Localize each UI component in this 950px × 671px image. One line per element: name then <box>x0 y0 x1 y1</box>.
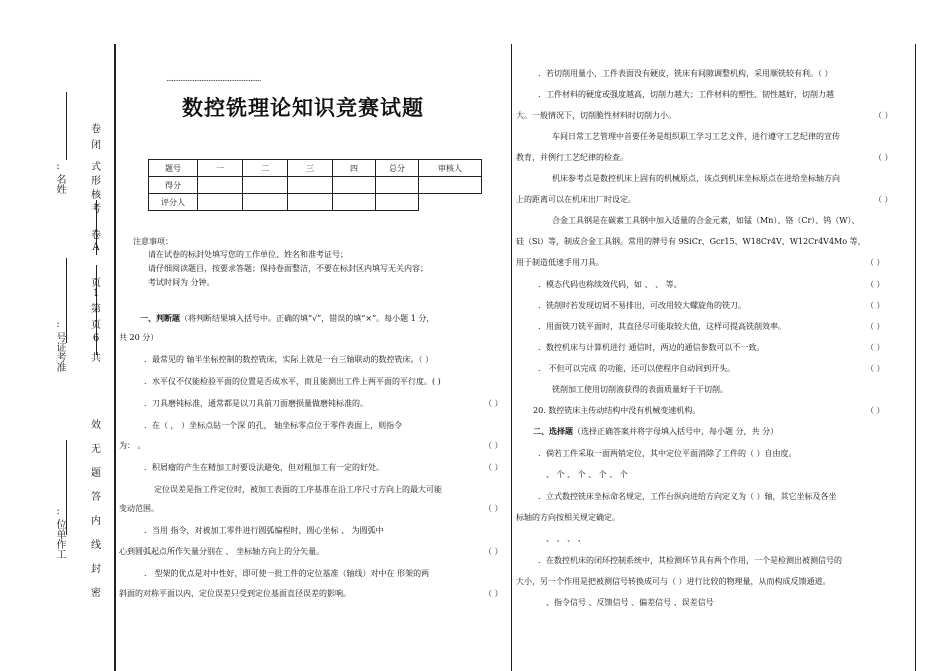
answer-parens[interactable]: （ ） <box>874 111 893 120</box>
score-table-row <box>149 194 482 211</box>
score-cell[interactable] <box>243 194 288 211</box>
question-text: ．用面铣刀铣平面时，其直径尽可能取较大值，这样可提高铣削效率。 <box>538 322 786 331</box>
table-header: 二 <box>243 160 288 177</box>
question-text: ．在（ ， ）坐标点钻一个深 的孔， 轴坐标零点位于零件表面上，则指令 <box>144 421 403 430</box>
answer-parens[interactable]: （ ） <box>484 463 503 472</box>
choice-question-cont: 大小，另一个作用是把被测信号转换成可与（ ）进行比较的物理量，从而构成反馈通道。 <box>516 577 831 586</box>
question-text: ．工件材料的硬度或强度越高，切削力越大；工件材料的塑性、韧性越好，切削力越 <box>538 90 834 99</box>
answer-parens[interactable]: （ ） <box>484 504 503 513</box>
table-header: 总分 <box>376 160 419 177</box>
answer-parens[interactable]: （ ） <box>484 399 503 408</box>
question-text: ．若切削用量小，工件表面没有硬皮，铣床有间隙调整机构，采用顺铣较有利。（ ） <box>538 69 833 78</box>
score-cell[interactable] <box>376 177 419 194</box>
answer-parens[interactable]: （ ） <box>866 258 885 267</box>
answer-parens[interactable]: （ ） <box>874 195 893 204</box>
binding-line-left <box>66 92 67 160</box>
section1-desc: （将判断结果填入括号中。正确的填“√”，错误的填“×”。每小题 1 分， <box>180 314 435 323</box>
table-header: 一 <box>198 160 243 177</box>
question-text: ．最常见的 轴半坐标控制的数控铣床，实际上就是一台三轴联动的数控铣床。（ ） <box>144 355 434 364</box>
question-text-cont: 斜面的对称平面以内，定位误差只受到定位基面直径误差的影响。 <box>119 589 351 598</box>
question-text: 车间日常工艺管理中首要任务是组织职工学习工艺文件，进行遵守工艺纪律的宣传 <box>552 132 840 141</box>
answer-parens[interactable]: （ ） <box>866 406 885 415</box>
score-cell[interactable] <box>243 177 288 194</box>
score-cell[interactable] <box>198 177 243 194</box>
question-text: 铣削加工使用切削液获得的表面质量好于干切削。 <box>552 385 728 394</box>
answer-parens[interactable]: （ ） <box>866 343 885 352</box>
table-header: 题号 <box>149 160 198 177</box>
question-text-cont: 用于制造低速手用刀具。 <box>516 258 604 267</box>
question-text: ．水平仪不仅能检验平面的位置是否成水平，而且能测出工件上两平面的平行度。( ) <box>144 377 441 386</box>
answer-parens[interactable]: （ ） <box>866 322 885 331</box>
question-text: 20. 数控铣床主传动结构中没有机械变速机构。 <box>533 406 701 415</box>
score-cell-empty <box>419 194 482 211</box>
binding-char: 封 <box>91 564 101 575</box>
choice-options: 、 、 、 、 <box>546 534 586 543</box>
binding-char: 形 <box>91 176 101 187</box>
question-text: 机床参考点是数控机床上固有的机械原点，该点到机床坐标原点在进给坐标轴方向 <box>552 174 840 183</box>
exam-number-label: : 号证考准 <box>54 319 65 372</box>
binding-char: 线 <box>91 540 101 551</box>
choice-options: 、 个 、 个 、 个 、 个 <box>546 470 628 479</box>
question-text-cont: 为： 。 <box>119 441 146 450</box>
question-text-cont: 变动范围。 <box>119 504 159 513</box>
question-text: ．当用 指令，对被加工零件进行圆弧编程时，圆心坐标 、 为圆弧中 <box>144 526 384 535</box>
question-text: ．积屑瘤的产生在精加工时要设法避免，但对粗加工有一定的好处。 <box>144 463 384 472</box>
score-cell[interactable] <box>288 194 333 211</box>
binding-char: 闭 <box>91 140 101 151</box>
answer-parens[interactable]: （ ） <box>484 441 503 450</box>
page-title: 数控铣理论知识竞赛试题 <box>182 96 424 120</box>
binding-char: A <box>92 242 100 253</box>
binding-char: 共 <box>91 353 101 364</box>
binding-line-left-2 <box>66 258 67 343</box>
name-label: : 名姓 <box>54 161 65 194</box>
notes-item: 考试时间为 分钟。 <box>148 278 215 287</box>
notes-heading: 注意事项： <box>133 237 173 246</box>
binding-char: 效 <box>91 420 101 431</box>
section2-desc: （选择正确答案并将字母填入括号中，每小题 分，共 分） <box>573 427 779 436</box>
title-dots: ¨¨¨¨¨¨¨¨¨¨¨¨¨¨¨¨¨¨¨¨¨¨¨¨¨¨¨ <box>166 80 261 90</box>
question-text-cont: 教育，并例行工艺纪律的检查。 <box>516 153 628 162</box>
answer-parens[interactable]: （ ） <box>484 547 503 556</box>
choice-question: ．倘若工件采取一面两销定位，其中定位平面消除了工件的（ ）自由度。 <box>538 449 797 458</box>
score-table <box>148 159 482 211</box>
row-label: 评分人 <box>149 194 198 211</box>
binding-char: 核 <box>91 190 101 201</box>
binding-char: 答 <box>91 492 101 503</box>
answer-parens[interactable]: （ ） <box>866 364 885 373</box>
question-text-cont: 心到圆弧起点所作矢量分别在 、 坐标轴方向上的分矢量。 <box>119 547 325 556</box>
answer-parens[interactable]: （ ） <box>484 589 503 598</box>
score-cell[interactable] <box>376 194 419 211</box>
answer-parens[interactable]: （ ） <box>874 153 893 162</box>
binding-char: 页 <box>91 320 101 331</box>
work-unit-label: : 位单作工 <box>54 506 65 559</box>
choice-question: ．在数控机床的闭环控制系统中，其检测环节具有两个作用，一个是检测出被测信号的 <box>538 556 842 565</box>
score-cell[interactable] <box>333 177 376 194</box>
score-cell[interactable] <box>198 194 243 211</box>
binding-char: 无 <box>91 444 101 455</box>
section1-desc-cont: 共 20 分） <box>119 333 159 342</box>
page-rule-right <box>915 44 916 671</box>
score-table-row <box>149 177 482 194</box>
notes-item: 请在试卷的标封处填写您的工作单位、姓名和准考证号； <box>148 250 348 259</box>
answer-parens[interactable]: （ ） <box>866 280 885 289</box>
binding-line-left-3 <box>66 440 67 535</box>
choice-options: 、指令信号 、反馈信号 、偏差信号 、误差信号 <box>546 598 714 607</box>
row-label: 得分 <box>149 177 198 194</box>
question-text: ．模态代码也称续效代码，如 、 、 等。 <box>538 280 682 289</box>
binding-char: 内 <box>91 516 101 527</box>
binding-char: 6 <box>92 333 100 344</box>
page-rule-center <box>511 44 512 671</box>
table-header: 四 <box>333 160 376 177</box>
binding-char: 1 <box>92 288 100 299</box>
binding-char: 卷 <box>91 124 101 135</box>
score-cell[interactable] <box>288 177 333 194</box>
section2-title <box>533 426 778 438</box>
choice-question-cont: 标轴的方向按相关规定确定。 <box>516 513 620 522</box>
question-text: ．数控机床与计算机进行 通信时，两边的通信参数可以不一致。 <box>538 343 765 352</box>
question-text: ．刀具磨钝标准，通常都是以刀具前刀面磨损量做磨钝标准的。 <box>144 399 368 408</box>
question-text: ．铣削时若发现切屑不易排出，可改用较大螺旋角的铣刀。 <box>538 301 746 310</box>
page-rule-left <box>114 44 116 671</box>
score-table-header-row <box>149 160 482 177</box>
binding-char: 第 <box>91 304 101 315</box>
binding-char: 密 <box>91 588 101 599</box>
choice-question: ．立式数控铣床坐标命名规定，工作台纵向进给方向定义为（ ）轴，其它坐标及各坐 <box>538 492 837 501</box>
question-text: ． 不但可以完成 的功能，还可以使程序自动回到开头。 <box>538 364 736 373</box>
score-cell[interactable] <box>333 194 376 211</box>
table-header: 审核人 <box>419 160 482 177</box>
binding-char: 题 <box>91 468 101 479</box>
score-cell[interactable] <box>419 177 482 194</box>
notes-item: 请仔细阅读题目，按要求答题；保持卷面整洁，不要在标封区内填写无关内容； <box>148 264 428 273</box>
question-text: ． 型架的优点是对中性好，即可使一批工件的定位基准（轴线）对中在 形架的两 <box>144 569 430 578</box>
answer-parens[interactable]: （ ） <box>866 301 885 310</box>
table-header: 三 <box>288 160 333 177</box>
question-text: 定位误差是指工件定位时，被加工表面的工序基准在沿工序尺寸方向上的最大可能 <box>154 485 442 494</box>
question-text: 合金工具钢是在碳素工具钢中加入适量的合金元素，如锰（Mn）、铬（Cr）、钨（W）、 <box>552 216 860 225</box>
section1-heading: 一、判断题 <box>140 314 180 323</box>
question-text-cont: 上的距离可以在机床出厂时设定。 <box>516 195 636 204</box>
binding-char: 卷 <box>91 230 101 241</box>
binding-char: 式 <box>91 162 101 173</box>
question-text-cont: 大。一般情况下，切削脆性材料时切削力小。 <box>516 111 676 120</box>
section2-heading: 二、选择题 <box>533 427 573 436</box>
binding-char: 页 <box>91 278 101 289</box>
binding-char: 考 <box>91 204 101 215</box>
section1-title <box>140 313 434 325</box>
question-text-cont: 硅（Si）等，制成合金工具钢。常用的牌号有 9SiCr、Gcr15、W18Cr4V、W12Cr4V4Mo 等， <box>516 237 866 246</box>
